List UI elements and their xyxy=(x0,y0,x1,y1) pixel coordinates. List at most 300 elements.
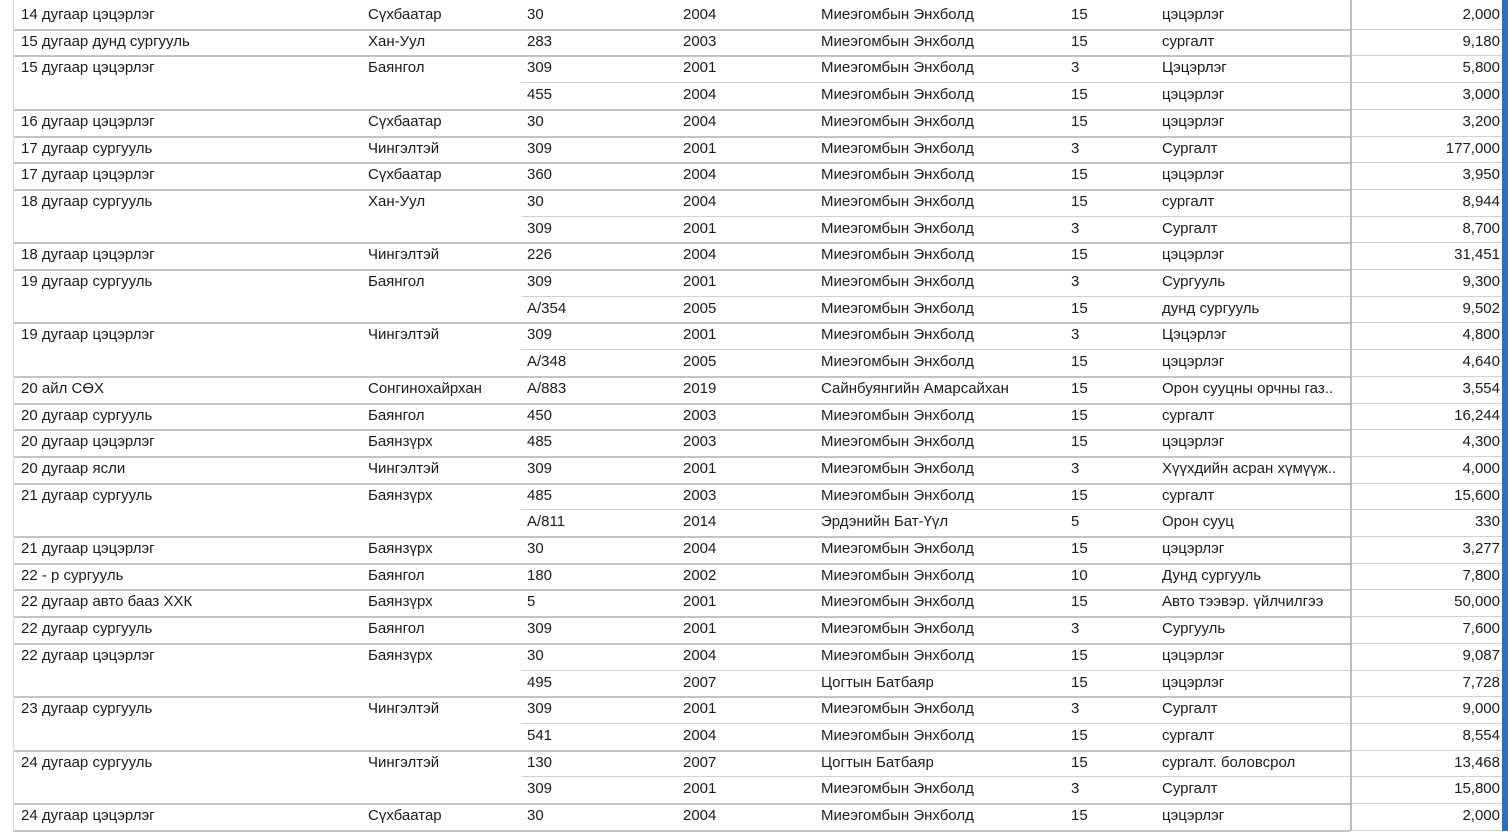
term-cell: 15 xyxy=(1071,486,1088,504)
year-cell: 2004 xyxy=(683,246,717,264)
district-cell: Чингэлтэй xyxy=(368,753,440,771)
area-cell: 330 xyxy=(1474,513,1500,531)
row-divider xyxy=(521,776,1350,777)
district-cell: Баянзүрх xyxy=(368,433,433,451)
table-row[interactable] xyxy=(0,803,1508,830)
row-divider xyxy=(13,563,1350,565)
row-divider xyxy=(13,456,1350,458)
row-divider xyxy=(13,643,1350,645)
official-cell: Миеэгомбын Энхболд xyxy=(821,807,974,824)
area-cell: 8,700 xyxy=(1462,219,1500,237)
year-cell: 2001 xyxy=(683,139,717,157)
district-cell: Баянзүрх xyxy=(368,646,433,664)
official-cell: Миеэгомбын Энхболд xyxy=(821,112,974,130)
purpose-cell: цэцэрлэг xyxy=(1162,353,1225,371)
row-divider xyxy=(13,803,1350,805)
term-cell: 15 xyxy=(1071,166,1088,184)
area-cell: 4,800 xyxy=(1462,326,1500,344)
table-row[interactable] xyxy=(0,109,1508,136)
row-divider xyxy=(13,162,1350,164)
table-row[interactable] xyxy=(0,82,1508,109)
year-cell: 2004 xyxy=(683,166,717,184)
official-cell: Миеэгомбын Энхболд xyxy=(821,219,974,237)
purpose-cell: сургалт xyxy=(1162,486,1215,504)
table-row[interactable] xyxy=(0,509,1508,536)
order-number-cell: 455 xyxy=(527,86,553,104)
organization-cell: 19 дугаар сургууль xyxy=(21,273,153,290)
organization-cell xyxy=(21,296,361,323)
term-cell: 10 xyxy=(1071,566,1088,584)
row-divider xyxy=(13,403,1350,405)
table-row[interactable] xyxy=(0,242,1508,269)
order-number-cell: 541 xyxy=(527,726,553,744)
row-divider xyxy=(1352,776,1502,777)
year-cell: 2004 xyxy=(683,86,717,104)
row-divider xyxy=(1352,563,1502,564)
term-cell: 3 xyxy=(1071,620,1080,638)
district-cell xyxy=(368,82,523,109)
area-cell: 5,800 xyxy=(1462,59,1500,77)
organization-cell xyxy=(21,776,361,803)
purpose-cell: цэцэрлэг xyxy=(1162,433,1225,451)
row-divider xyxy=(1352,616,1502,617)
purpose-cell: цэцэрлэг xyxy=(1162,6,1225,23)
term-cell: 15 xyxy=(1071,353,1088,371)
order-number-cell: 309 xyxy=(527,139,553,157)
order-number-cell: 309 xyxy=(527,273,553,290)
district-cell: Баянзүрх xyxy=(368,486,433,504)
year-cell: 2007 xyxy=(683,753,717,771)
area-cell: 31,451 xyxy=(1454,246,1500,264)
organization-cell: 20 айл СӨХ xyxy=(21,379,104,397)
area-cell: 50,000 xyxy=(1454,593,1500,611)
official-cell: Миеэгомбын Энхболд xyxy=(821,326,974,344)
row-divider xyxy=(13,696,1350,698)
order-number-cell: 360 xyxy=(527,166,553,184)
district-cell: Сүхбаатар xyxy=(368,112,442,130)
order-number-cell: 30 xyxy=(527,6,544,23)
column-divider xyxy=(13,0,14,831)
order-number-cell: 485 xyxy=(527,486,553,504)
term-cell: 15 xyxy=(1071,299,1088,317)
district-cell xyxy=(368,296,523,323)
purpose-cell: Авто тээвэр. үйлчилгээ xyxy=(1162,593,1324,611)
term-cell: 3 xyxy=(1071,700,1080,718)
order-number-cell: 283 xyxy=(527,32,553,50)
year-cell: 2004 xyxy=(683,726,717,744)
official-cell: Миеэгомбын Энхболд xyxy=(821,700,974,718)
row-divider xyxy=(521,670,1350,671)
order-number-cell: А/811 xyxy=(527,513,566,531)
organization-cell: 18 дугаар сургууль xyxy=(21,192,153,210)
term-cell: 5 xyxy=(1071,513,1080,531)
official-cell: Сайнбуянгийн Амарсайхан xyxy=(821,379,1009,397)
row-divider xyxy=(13,589,1350,591)
official-cell: Миеэгомбын Энхболд xyxy=(821,32,974,50)
organization-cell: 16 дугаар цэцэрлэг xyxy=(21,112,155,130)
area-cell: 15,800 xyxy=(1454,780,1500,798)
row-divider xyxy=(13,242,1350,244)
organization-cell: 18 дугаар цэцэрлэг xyxy=(21,246,155,264)
district-cell: Баянзүрх xyxy=(368,540,433,557)
order-number-cell: 495 xyxy=(527,673,553,691)
organization-cell: 21 дугаар сургууль xyxy=(21,486,153,504)
area-cell: 7,600 xyxy=(1462,620,1500,638)
year-cell: 2001 xyxy=(683,700,717,718)
district-cell xyxy=(368,723,523,750)
official-cell: Миеэгомбын Энхболд xyxy=(821,6,974,23)
year-cell: 2019 xyxy=(683,379,717,397)
purpose-cell: сургалт xyxy=(1162,726,1215,744)
term-cell: 15 xyxy=(1071,112,1088,130)
area-cell: 4,640 xyxy=(1462,353,1500,371)
organization-cell: 22 дугаар авто бааз ХХК xyxy=(21,593,193,611)
purpose-cell: сургалт xyxy=(1162,192,1215,210)
purpose-cell: дунд сургууль xyxy=(1162,299,1260,317)
table-row[interactable] xyxy=(0,429,1508,456)
official-cell: Миеэгомбын Энхболд xyxy=(821,593,974,611)
area-cell: 8,944 xyxy=(1462,192,1500,210)
organization-cell xyxy=(21,216,361,243)
order-number-cell: А/354 xyxy=(527,299,567,317)
order-number-cell: 30 xyxy=(527,540,544,557)
order-number-cell: 226 xyxy=(527,246,553,264)
order-number-cell: 309 xyxy=(527,459,553,477)
district-cell: Чингэлтэй xyxy=(368,700,440,718)
year-cell: 2001 xyxy=(683,326,717,344)
table-row[interactable] xyxy=(0,696,1508,723)
year-cell: 2004 xyxy=(683,807,717,824)
year-cell: 2002 xyxy=(683,566,717,584)
purpose-cell: Сургалт xyxy=(1162,780,1218,798)
year-cell: 2004 xyxy=(683,646,717,664)
order-number-cell: 309 xyxy=(527,780,553,798)
term-cell: 15 xyxy=(1071,6,1088,23)
row-divider xyxy=(1352,670,1502,671)
term-cell: 3 xyxy=(1071,459,1080,477)
table-row[interactable] xyxy=(0,349,1508,376)
row-divider xyxy=(1352,189,1502,190)
purpose-cell: цэцэрлэг xyxy=(1162,246,1225,264)
table-row[interactable] xyxy=(0,723,1508,750)
row-divider xyxy=(1352,55,1502,56)
purpose-cell: Сургалт xyxy=(1162,219,1218,237)
year-cell: 2001 xyxy=(683,780,717,798)
row-divider xyxy=(13,55,1350,57)
district-cell: Хан-Уул xyxy=(368,32,426,50)
organization-cell xyxy=(21,349,361,376)
year-cell: 2001 xyxy=(683,59,717,77)
district-cell: Сүхбаатар xyxy=(368,6,442,23)
table-row[interactable] xyxy=(0,2,1508,29)
purpose-cell: цэцэрлэг xyxy=(1162,540,1225,557)
area-cell: 9,000 xyxy=(1462,700,1500,718)
table-row[interactable] xyxy=(0,162,1508,189)
area-cell: 13,468 xyxy=(1454,753,1500,771)
area-cell: 7,728 xyxy=(1462,673,1500,691)
organization-cell: 19 дугаар цэцэрлэг xyxy=(21,326,155,344)
row-divider xyxy=(1352,136,1502,137)
organization-cell xyxy=(21,723,361,750)
official-cell: Эрдэнийн Бат-Үүл xyxy=(821,513,949,531)
district-cell: Чингэлтэй xyxy=(368,459,440,477)
area-cell: 2,000 xyxy=(1462,6,1500,23)
table-row[interactable] xyxy=(0,189,1508,216)
order-number-cell: 485 xyxy=(527,433,553,451)
purpose-cell: Орон сууц xyxy=(1162,513,1234,531)
row-divider xyxy=(13,136,1350,138)
row-divider xyxy=(13,483,1350,485)
table-row[interactable] xyxy=(0,643,1508,670)
table-row[interactable] xyxy=(0,269,1508,296)
term-cell: 15 xyxy=(1071,593,1088,611)
district-cell xyxy=(368,509,523,536)
purpose-cell: сургалт xyxy=(1162,406,1215,424)
year-cell: 2003 xyxy=(683,433,717,451)
row-divider xyxy=(1352,696,1502,697)
organization-cell: 17 дугаар сургууль xyxy=(21,139,153,157)
purpose-cell: Хүүхдийн асран хүмүүж.. xyxy=(1162,459,1337,477)
organization-cell: 21 дугаар цэцэрлэг xyxy=(21,540,155,557)
purpose-cell: цэцэрлэг xyxy=(1162,646,1225,664)
term-cell: 3 xyxy=(1071,139,1080,157)
term-cell: 15 xyxy=(1071,753,1088,771)
year-cell: 2001 xyxy=(683,620,717,638)
order-number-cell: 309 xyxy=(527,326,553,344)
table-row[interactable] xyxy=(0,403,1508,430)
year-cell: 2003 xyxy=(683,406,717,424)
table-row[interactable] xyxy=(0,616,1508,643)
official-cell: Миеэгомбын Энхболд xyxy=(821,299,974,317)
row-divider xyxy=(1352,349,1502,350)
term-cell: 15 xyxy=(1071,726,1088,744)
area-cell: 3,277 xyxy=(1462,540,1500,557)
district-cell: Чингэлтэй xyxy=(368,326,440,344)
row-divider xyxy=(13,29,1350,31)
table-row[interactable] xyxy=(0,536,1508,563)
term-cell: 3 xyxy=(1071,780,1080,798)
official-cell: Миеэгомбын Энхболд xyxy=(821,646,974,664)
term-cell: 3 xyxy=(1071,273,1080,290)
year-cell: 2004 xyxy=(683,112,717,130)
table-row[interactable] xyxy=(0,136,1508,163)
district-cell: Сонгинохайрхан xyxy=(368,379,482,397)
official-cell: Миеэгомбын Энхболд xyxy=(821,246,974,264)
term-cell: 15 xyxy=(1071,406,1088,424)
organization-cell: 20 дугаар сургууль xyxy=(21,406,153,424)
row-divider xyxy=(1352,403,1502,404)
area-cell: 2,000 xyxy=(1462,807,1500,824)
official-cell: Миеэгомбын Энхболд xyxy=(821,566,974,584)
table-row[interactable] xyxy=(0,216,1508,243)
vertical-scrollbar[interactable] xyxy=(1502,0,1508,831)
row-divider xyxy=(1352,536,1502,537)
year-cell: 2005 xyxy=(683,353,717,371)
row-divider xyxy=(13,322,1350,324)
row-divider xyxy=(13,429,1350,431)
row-divider xyxy=(1352,456,1502,457)
row-divider xyxy=(1352,803,1502,804)
table-row[interactable] xyxy=(0,563,1508,590)
purpose-cell: Дунд сургууль xyxy=(1162,566,1262,584)
table-row[interactable] xyxy=(0,456,1508,483)
order-number-cell: 309 xyxy=(527,700,553,718)
organization-cell xyxy=(21,670,361,697)
order-number-cell: 30 xyxy=(527,646,544,664)
official-cell: Миеэгомбын Энхболд xyxy=(821,353,974,371)
district-cell: Баянзүрх xyxy=(368,593,433,611)
organization-cell: 24 дугаар цэцэрлэг xyxy=(21,807,155,824)
area-cell: 4,300 xyxy=(1462,433,1500,451)
term-cell: 15 xyxy=(1071,807,1088,824)
official-cell: Миеэгомбын Энхболд xyxy=(821,273,974,290)
district-cell: Баянгол xyxy=(368,406,425,424)
row-divider xyxy=(13,189,1350,191)
row-divider xyxy=(13,750,1350,752)
organization-cell xyxy=(21,509,361,536)
order-number-cell: А/348 xyxy=(527,353,567,371)
district-cell: Баянгол xyxy=(368,620,425,638)
order-number-cell: 309 xyxy=(527,219,553,237)
organization-cell: 14 дугаар цэцэрлэг xyxy=(21,6,155,23)
area-cell: 9,180 xyxy=(1462,32,1500,50)
year-cell: 2004 xyxy=(683,192,717,210)
purpose-cell: цэцэрлэг xyxy=(1162,112,1225,130)
table-row[interactable] xyxy=(0,750,1508,777)
term-cell: 15 xyxy=(1071,32,1088,50)
year-cell: 2004 xyxy=(683,540,717,557)
year-cell: 2001 xyxy=(683,219,717,237)
official-cell: Миеэгомбын Энхболд xyxy=(821,540,974,557)
order-number-cell: 180 xyxy=(527,566,553,584)
table-row[interactable] xyxy=(0,776,1508,803)
row-divider xyxy=(1352,723,1502,724)
area-cell: 8,554 xyxy=(1462,726,1500,744)
organization-cell: 20 дугаар ясли xyxy=(21,459,126,477)
purpose-cell: цэцэрлэг xyxy=(1162,673,1225,691)
area-cell: 9,502 xyxy=(1462,299,1500,317)
district-cell: Чингэлтэй xyxy=(368,139,440,157)
table-row[interactable] xyxy=(0,322,1508,349)
row-divider xyxy=(521,509,1350,510)
order-number-cell: 5 xyxy=(527,593,536,611)
order-number-cell: 309 xyxy=(527,620,553,638)
order-number-cell: 450 xyxy=(527,406,553,424)
purpose-cell: сургалт xyxy=(1162,32,1215,50)
order-number-cell: 30 xyxy=(527,807,544,824)
organization-cell: 23 дугаар сургууль xyxy=(21,700,153,718)
row-divider xyxy=(1352,109,1502,110)
row-divider xyxy=(521,216,1350,217)
row-divider xyxy=(13,109,1350,111)
purpose-cell: Сургууль xyxy=(1162,273,1226,290)
purpose-cell: Цэцэрлэг xyxy=(1162,326,1227,344)
row-divider xyxy=(521,349,1350,350)
row-divider xyxy=(13,616,1350,618)
row-divider xyxy=(13,536,1350,538)
table-row[interactable] xyxy=(0,55,1508,82)
purpose-cell: сургалт. боловсрол xyxy=(1162,753,1296,771)
year-cell: 2003 xyxy=(683,32,717,50)
area-cell: 177,000 xyxy=(1445,139,1500,157)
row-divider xyxy=(1352,589,1502,590)
district-cell: Чингэлтэй xyxy=(368,246,440,264)
table-row[interactable] xyxy=(0,670,1508,697)
term-cell: 15 xyxy=(1071,192,1088,210)
year-cell: 2007 xyxy=(683,673,717,691)
district-cell: Баянгол xyxy=(368,59,425,77)
organization-cell xyxy=(21,82,361,109)
year-cell: 2001 xyxy=(683,459,717,477)
term-cell: 3 xyxy=(1071,59,1080,77)
area-cell: 4,000 xyxy=(1462,459,1500,477)
district-cell xyxy=(368,349,523,376)
row-divider xyxy=(1352,162,1502,163)
table-row[interactable] xyxy=(0,483,1508,510)
column-divider xyxy=(1350,0,1352,831)
term-cell: 3 xyxy=(1071,219,1080,237)
row-divider xyxy=(1352,296,1502,297)
district-cell: Сүхбаатар xyxy=(368,166,442,184)
table-row[interactable] xyxy=(0,29,1508,56)
official-cell: Миеэгомбын Энхболд xyxy=(821,726,974,744)
row-divider xyxy=(1352,750,1502,751)
official-cell: Миеэгомбын Энхболд xyxy=(821,192,974,210)
order-number-cell: 309 xyxy=(527,59,553,77)
purpose-cell: Сургалт xyxy=(1162,139,1218,157)
year-cell: 2014 xyxy=(683,513,717,531)
district-cell: Баянгол xyxy=(368,566,425,584)
term-cell: 15 xyxy=(1071,86,1088,104)
term-cell: 15 xyxy=(1071,379,1088,397)
official-cell: Миеэгомбын Энхболд xyxy=(821,780,974,798)
year-cell: 2001 xyxy=(683,593,717,611)
table-row[interactable] xyxy=(0,376,1508,403)
district-cell xyxy=(368,776,523,803)
row-divider xyxy=(1352,429,1502,430)
row-divider xyxy=(1352,643,1502,644)
organization-cell: 20 дугаар цэцэрлэг xyxy=(21,433,155,451)
official-cell: Цогтын Батбаяр xyxy=(821,673,934,691)
term-cell: 3 xyxy=(1071,326,1080,344)
area-cell: 3,950 xyxy=(1462,166,1500,184)
table-row[interactable] xyxy=(0,296,1508,323)
year-cell: 2003 xyxy=(683,486,717,504)
district-cell: Сүхбаатар xyxy=(368,807,442,824)
purpose-cell: цэцэрлэг xyxy=(1162,807,1225,824)
order-number-cell: 30 xyxy=(527,112,544,130)
row-divider xyxy=(1352,242,1502,243)
official-cell: Миеэгомбын Энхболд xyxy=(821,486,974,504)
purpose-cell: Орон сууцны орчны газ.. xyxy=(1162,379,1334,397)
table-row[interactable] xyxy=(0,589,1508,616)
order-number-cell: А/883 xyxy=(527,379,567,397)
area-cell: 7,800 xyxy=(1462,566,1500,584)
row-divider xyxy=(1352,29,1502,30)
area-cell: 3,200 xyxy=(1462,112,1500,130)
district-cell: Баянгол xyxy=(368,273,425,290)
district-cell xyxy=(368,216,523,243)
area-cell: 3,000 xyxy=(1462,86,1500,104)
organization-cell: 22 дугаар сургууль xyxy=(21,620,153,638)
row-divider xyxy=(1352,216,1502,217)
row-divider xyxy=(521,723,1350,724)
official-cell: Миеэгомбын Энхболд xyxy=(821,59,974,77)
order-number-cell: 130 xyxy=(527,753,553,771)
row-divider xyxy=(1352,269,1502,270)
row-divider xyxy=(13,376,1350,378)
official-cell: Миеэгомбын Энхболд xyxy=(821,86,974,104)
